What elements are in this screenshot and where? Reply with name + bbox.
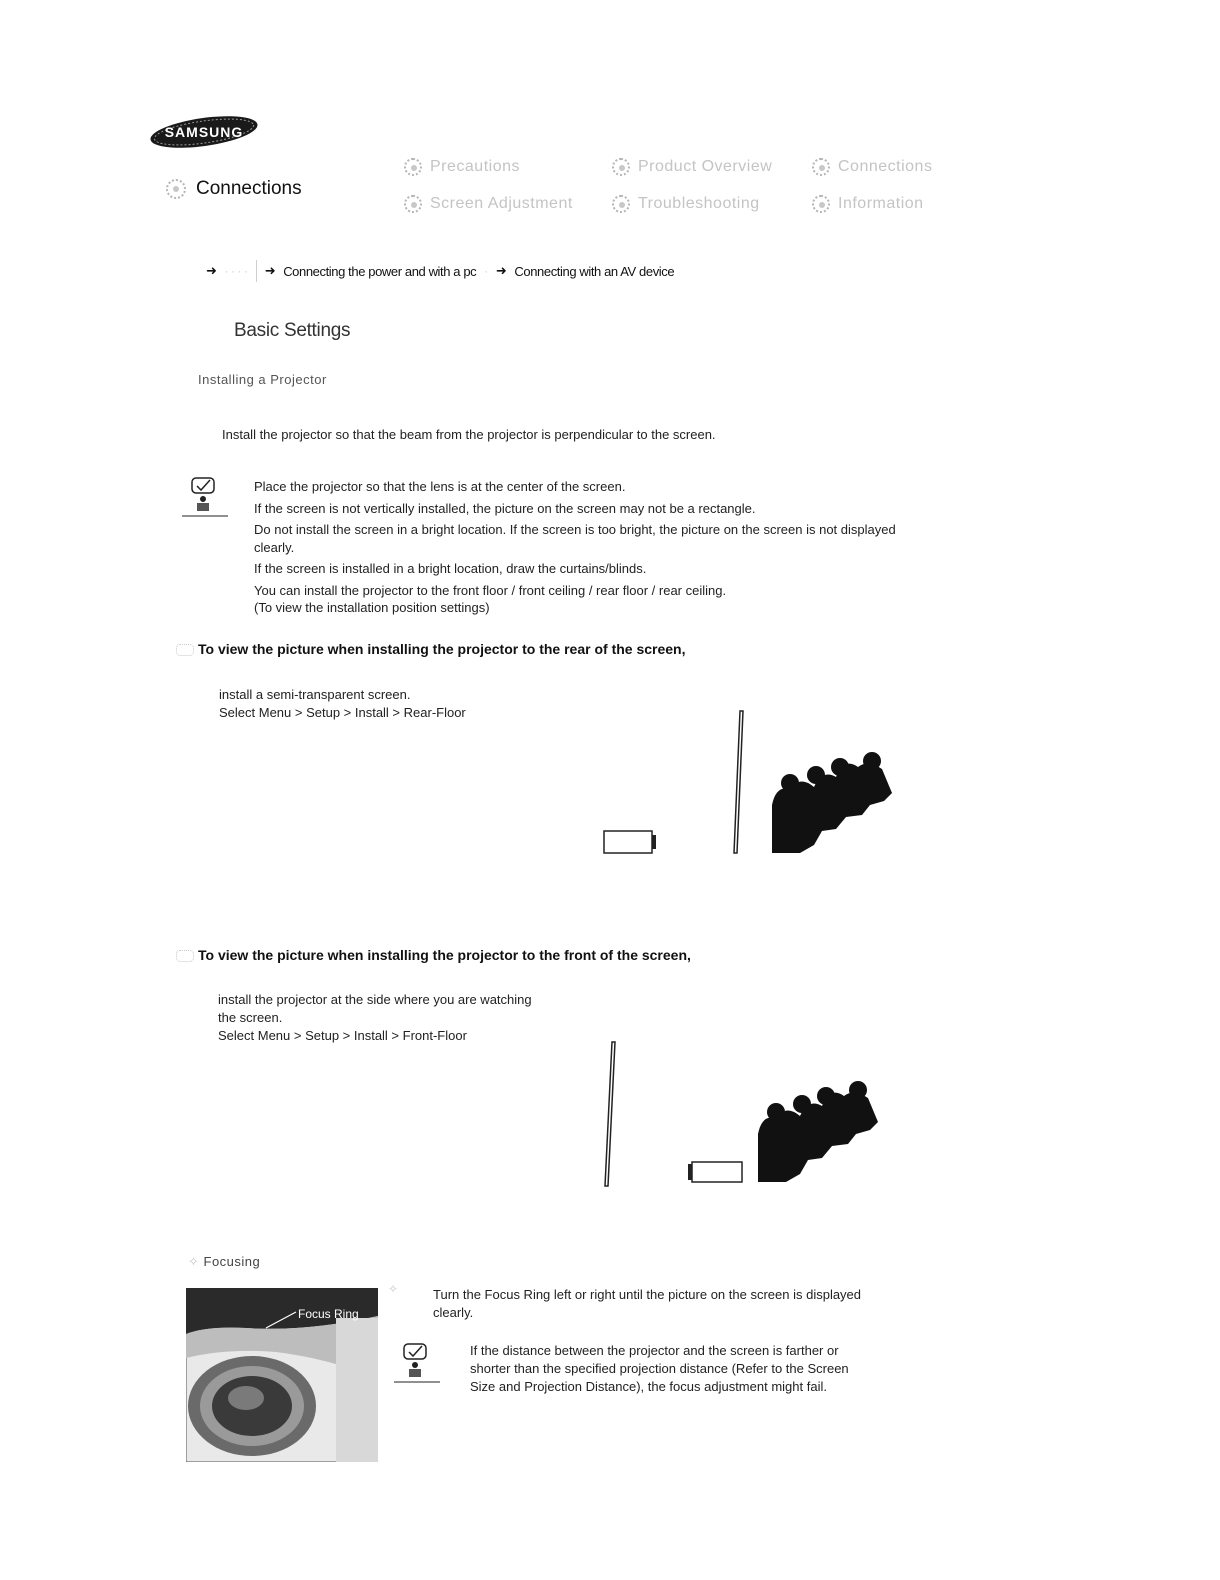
nav-connections[interactable] [812, 158, 932, 176]
note-item: You can install the projector to the front floor / front ceiling / rear floor / rear ceiling. [254, 582, 727, 598]
bullet-icon [176, 644, 194, 656]
step-icon: ✧ [388, 1282, 399, 1296]
rear-line-2: Select Menu > Setup > Install > Rear-Floor [219, 705, 466, 720]
gear-icon [612, 195, 630, 213]
separator-dots: · [484, 264, 488, 278]
rear-heading: To view the picture when installing the projector to the rear of the screen, [176, 641, 686, 657]
samsung-logo [148, 112, 260, 152]
arrow-right-icon: ➜ [264, 263, 276, 278]
gear-icon [812, 195, 830, 213]
gear-icon [404, 195, 422, 213]
section-title: Basic Settings [234, 320, 351, 341]
faded-link: · · · · [224, 264, 248, 278]
arrow-right-icon: ➜ [206, 263, 217, 278]
projector-shape [604, 831, 652, 853]
focusing-title: ✧ Focusing [188, 1254, 261, 1269]
front-line-3: Select Menu > Setup > Install > Front-Floor [218, 1028, 467, 1043]
projector-shape [692, 1162, 742, 1182]
note-item: If the screen is installed in a bright location, draw the curtains/blinds. [254, 561, 647, 576]
screen-shape [734, 711, 743, 853]
nav-label: Connections [838, 158, 933, 175]
note-list [254, 478, 914, 621]
front-line-1: install the projector at the side where you are watching [218, 992, 532, 1007]
bullet-icon: ✧ [188, 1254, 204, 1269]
nav-screen-adjustment[interactable] [404, 195, 573, 213]
gear-icon [612, 158, 630, 176]
note-item: (To view the installation position settings) [254, 600, 490, 615]
audience-silhouette [758, 1081, 878, 1182]
note-icon [182, 476, 232, 518]
note-item: Do not install the screen in a bright location. If the screen is too bright, the picture on the screen is not displayed clearly. [254, 522, 896, 555]
link-connecting-av-device[interactable]: Connecting with an AV device [514, 263, 675, 279]
arrow-right-icon: ➜ [495, 263, 507, 278]
nav-label: Product Overview [638, 158, 773, 175]
divider [256, 260, 257, 282]
logo-wordmark: SAMSUNG [164, 124, 244, 140]
intro-text: Install the projector so that the beam from the projector is perpendicular to the screen. [222, 427, 716, 442]
page-heading [166, 178, 302, 200]
front-line-2: the screen. [218, 1010, 283, 1025]
link-connecting-power-pc[interactable]: Connecting the power and with a pc [283, 263, 477, 279]
front-heading: To view the picture when installing the projector to the front of the screen, [176, 947, 691, 963]
gear-icon [812, 158, 830, 176]
rear-line-1: install a semi-transparent screen. [219, 687, 411, 702]
front-installation-diagram [596, 1036, 896, 1191]
note-icon [394, 1342, 444, 1384]
focus-instruction: Turn the Focus Ring left or right until the picture on the screen is displayed clearly. [433, 1287, 862, 1320]
note-item: If the screen is not vertically installed, the picture on the screen may not be a rectangle. [254, 500, 756, 516]
focus-ring-photo [186, 1288, 378, 1462]
section-subtitle: Installing a Projector [198, 372, 327, 387]
page-title: Connections [196, 178, 302, 199]
nav-information[interactable] [812, 195, 924, 213]
bullet-icon [176, 950, 194, 962]
sub-navigation [206, 260, 674, 282]
focus-ring-label: Focus Ring [298, 1307, 359, 1321]
nav-label: Precautions [430, 158, 520, 175]
focus-note: If the distance between the projector and the screen is farther or shorter than the specified projection distance (Refer to the Screen Size and Projection Distance), the focus adjustment might fail. [470, 1343, 849, 1394]
gear-icon [404, 158, 422, 176]
screen-shape [605, 1042, 615, 1186]
nav-label: Troubleshooting [638, 195, 760, 212]
nav-label: Screen Adjustment [430, 195, 573, 212]
nav-label: Information [838, 195, 924, 212]
rear-installation-diagram [600, 705, 900, 860]
nav-troubleshooting[interactable] [612, 195, 760, 213]
nav-precautions[interactable] [404, 158, 520, 176]
gear-icon [166, 179, 186, 199]
note-item: Place the projector so that the lens is at the center of the screen. [254, 479, 626, 494]
nav-product-overview[interactable] [612, 158, 772, 176]
audience-silhouette [772, 752, 892, 853]
